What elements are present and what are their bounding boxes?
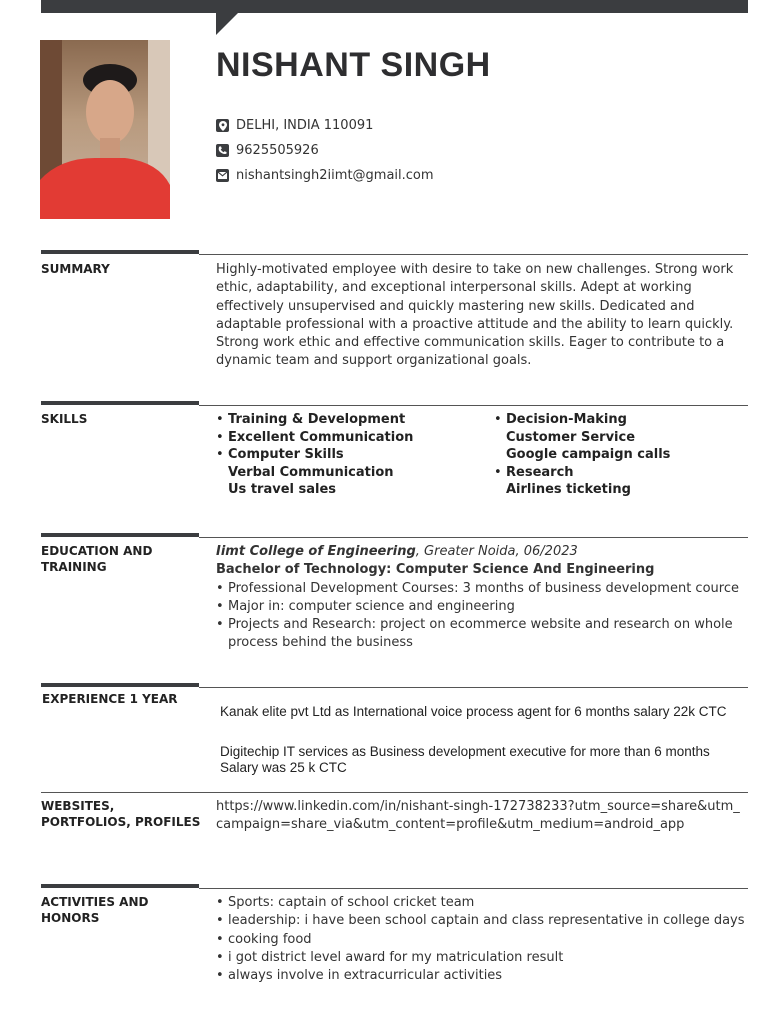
summary-divider-line (199, 254, 748, 255)
skills-column-right (494, 411, 670, 499)
education-body (216, 543, 746, 653)
websites-url[interactable]: https://www.linkedin.com/in/nishant-singh-172738233?utm_source=share&utm_campaign=share_via&utm_content=profile&utm_medium=android_app (216, 799, 740, 833)
experience-heading: EXPERIENCE 1 YEAR (42, 692, 178, 706)
education-divider-line (199, 537, 748, 538)
education-item: • Professional Development Courses: 3 months of business development cource (216, 580, 746, 598)
phone-text: 9625505926 (236, 143, 319, 158)
activity-item: • always involve in extracurricular activities (216, 967, 746, 985)
education-list (216, 580, 746, 653)
candidate-name: NISHANT SINGH (216, 46, 491, 84)
address-text: DELHI, INDIA 110091 (236, 118, 374, 133)
summary-heading: SUMMARY (41, 262, 110, 276)
school-name: Iimt College of Engineering (216, 544, 416, 559)
activities-divider-bar (41, 884, 199, 888)
education-item: • Major in: computer science and engineering (216, 598, 746, 616)
skill-item: Customer Service (506, 429, 636, 445)
contact-address (216, 118, 373, 133)
skill-item: • Decision-Making (494, 411, 670, 429)
skill-item: • Excellent Communication (216, 429, 413, 447)
envelope-icon (216, 169, 229, 182)
websites-heading: WEBSITES, PORTFOLIOS, PROFILES (41, 799, 201, 829)
activity-item: • leadership: i have been school captain and class representative in college days (216, 912, 746, 930)
skill-item: Airlines ticketing (506, 482, 631, 498)
skills-heading: SKILLS (41, 412, 88, 426)
experience-divider-bar (41, 683, 199, 687)
education-item: • Projects and Research: project on ecommerce website and research on whole process behind the business (216, 616, 746, 653)
experience-entry: Digitechip IT services as Business development executive for more than 6 months Salary was 25 k CTC (220, 744, 710, 775)
activity-item: • cooking food (216, 931, 746, 949)
contact-email (216, 168, 434, 183)
skill-item: • Computer Skills (216, 446, 413, 464)
skill-item: Google campaign calls (506, 447, 671, 463)
activities-list (216, 894, 746, 985)
degree: Bachelor of Technology: Computer Science And Engineering (216, 562, 655, 578)
top-bar (41, 0, 748, 13)
profile-photo (40, 40, 170, 219)
activities-heading: ACTIVITIES AND HONORS (41, 895, 149, 925)
activity-item: • i got district level award for my matriculation result (216, 949, 746, 967)
education-divider-bar (41, 533, 199, 537)
location-pin-icon (216, 119, 229, 132)
summary-divider-bar (41, 250, 199, 254)
profile-photo-illustration (40, 40, 170, 219)
phone-icon (216, 144, 229, 157)
skill-item: Verbal Communication (228, 464, 394, 480)
school-location-date: , Greater Noida, 06/2023 (415, 544, 578, 559)
skills-column-left (216, 411, 413, 499)
skills-divider-bar (41, 401, 199, 405)
websites-divider-line (41, 792, 748, 793)
contact-phone (216, 143, 319, 158)
top-bar-notch (216, 13, 238, 35)
activity-item: • Sports: captain of school cricket team (216, 894, 746, 912)
education-school-line (216, 543, 746, 561)
skill-item: Us travel sales (228, 482, 337, 498)
experience-divider-line (199, 687, 748, 688)
summary-text: Highly-motivated employee with desire to take on new challenges. Strong work ethic, adaptability, and exceptional interpersonal skills. Adept at working effectively unsupervised and quickly mastering new skills. Dedicated and adaptable professional with a proactive attitude and the ability to learn quickly. Strong work ethic and effective communication skills. Eager to contribute to a dynamic team and support organizational goals. (216, 262, 734, 369)
activities-divider-line (199, 888, 748, 889)
skill-item: • Research (494, 464, 670, 482)
education-heading: EDUCATION AND TRAINING (41, 544, 153, 574)
skills-divider-line (199, 405, 748, 406)
experience-entry: Kanak elite pvt Ltd as International voice process agent for 6 months salary 22k CTC (220, 704, 727, 719)
email-text[interactable]: nishantsingh2iimt@gmail.com (236, 168, 434, 183)
skill-item: • Training & Development (216, 411, 413, 429)
